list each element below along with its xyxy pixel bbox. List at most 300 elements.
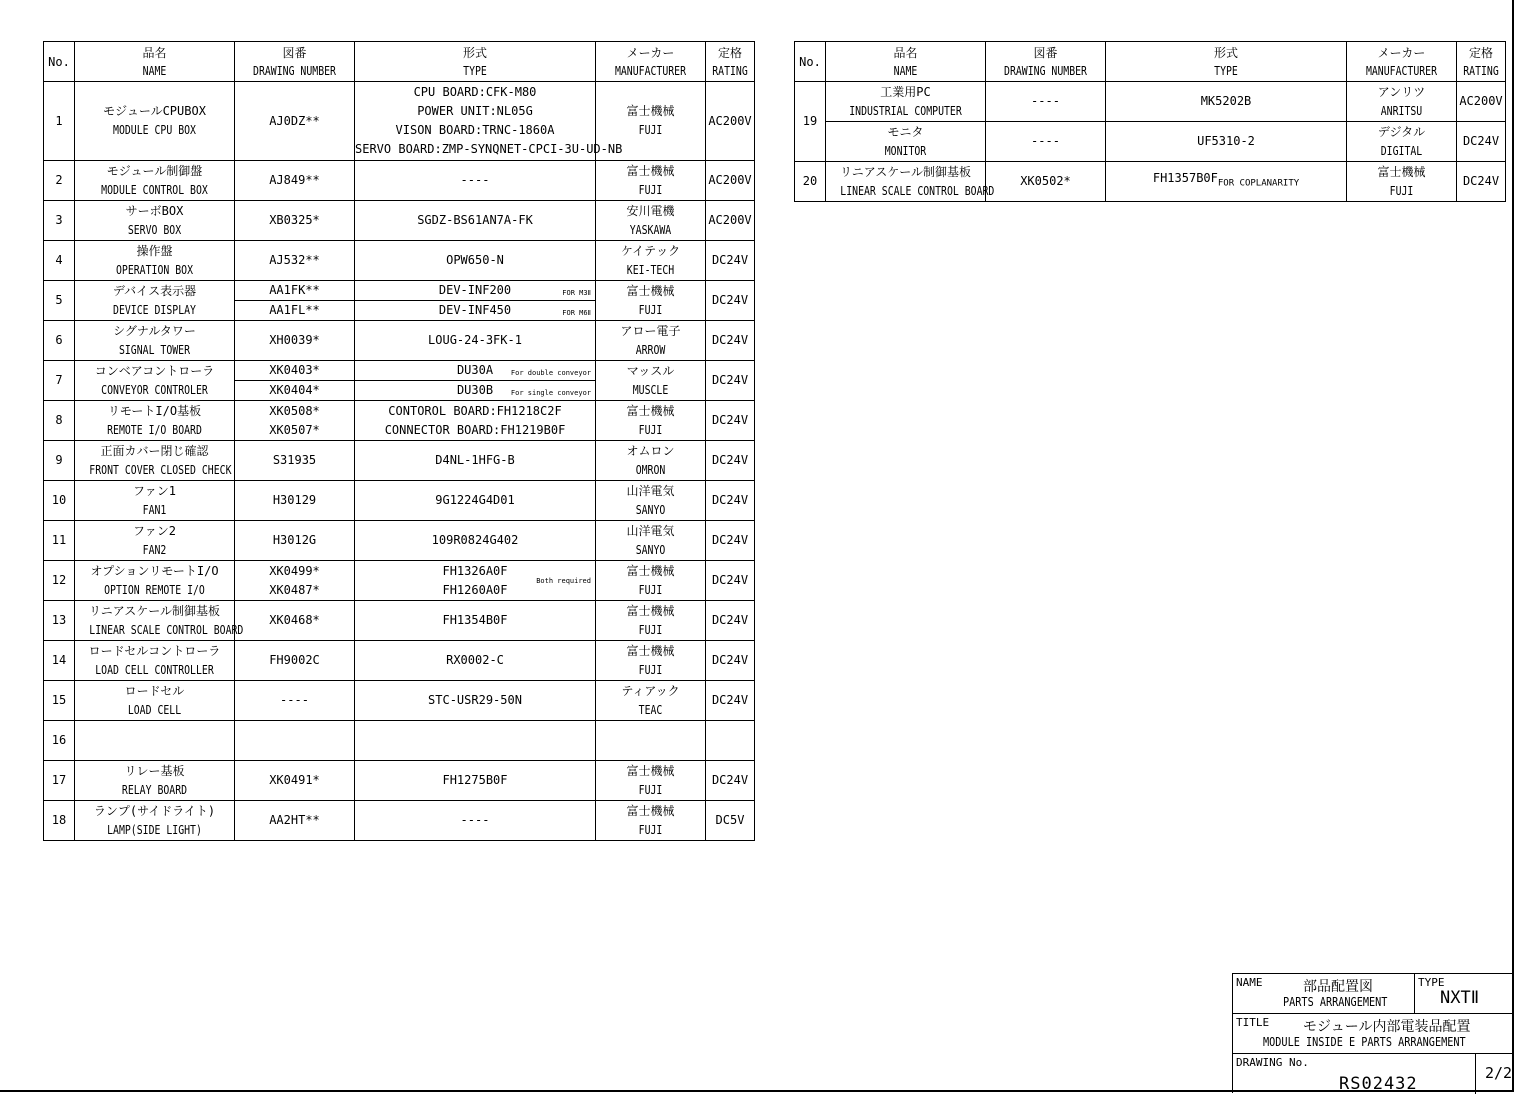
drawing-number-cell <box>235 561 355 601</box>
type-line <box>355 581 595 600</box>
item-name <box>826 162 995 202</box>
type-value: FH1260A0F <box>442 582 508 597</box>
item-name-ja: ロードセルコントローラ <box>88 643 221 658</box>
drawing-number-cell <box>235 521 355 561</box>
item-name <box>826 122 986 162</box>
item-name <box>75 201 235 241</box>
type-value: STC-USR29-50N <box>428 693 522 707</box>
type-cell <box>355 82 623 161</box>
manufacturer <box>596 681 706 721</box>
row-number: 17 <box>44 761 75 801</box>
name-label: NAME <box>1236 976 1263 989</box>
type-line <box>355 402 595 421</box>
manufacturer-ja: 富士機械 <box>626 104 675 118</box>
row-number: 13 <box>44 601 75 641</box>
type-value: D4NL-1HFG-B <box>435 453 515 467</box>
drawing-number: XK0499* <box>269 563 320 578</box>
rating: AC200V <box>706 161 755 201</box>
parts-table-right <box>794 41 1506 202</box>
type-value: VISON BOARD:TRNC-1860A <box>395 123 555 137</box>
drawing-title-en: MODULE INSIDE E PARTS ARRANGEMENT <box>1263 1035 1466 1049</box>
drawing-number-cell <box>235 361 355 401</box>
row-number: 4 <box>44 241 75 281</box>
item-name-ja: ファン1 <box>133 483 176 498</box>
item-name-en: SERVO BOX <box>127 222 182 237</box>
item-name-en: LOAD CELL <box>127 702 182 717</box>
drawing-number-cell <box>235 681 355 721</box>
manufacturer-en: OMRON <box>635 462 666 477</box>
manufacturer-en: FUJI <box>638 622 663 637</box>
drawing-name-en: PARTS ARRANGEMENT <box>1283 995 1388 1009</box>
manufacturer <box>596 241 706 281</box>
item-name <box>75 561 235 601</box>
table-row <box>44 82 755 161</box>
type-cell <box>355 761 596 801</box>
row-number: 12 <box>44 561 75 601</box>
divider <box>1475 1054 1476 1094</box>
type-value: LOUG-24-3FK-1 <box>428 333 522 347</box>
item-name-ja: モジュール制御盤 <box>106 163 203 178</box>
type-cell <box>355 441 596 481</box>
type-value: NXTⅡ <box>1440 988 1480 1008</box>
manufacturer-ja: オムロン <box>626 443 675 458</box>
title-block-name-row <box>1233 974 1514 1014</box>
drawing-number-cell <box>235 241 355 281</box>
type-cell <box>1106 82 1347 122</box>
manufacturer-ja: デジタル <box>1377 124 1426 139</box>
rating: DC24V <box>706 321 755 361</box>
rating: DC24V <box>706 281 755 321</box>
item-name <box>75 681 235 721</box>
type-value: ---- <box>460 813 490 827</box>
table-row <box>44 801 755 841</box>
item-name-en: LAMP(SIDE LIGHT) <box>107 822 202 837</box>
drawing-number-cell <box>235 721 355 761</box>
type-cell <box>1106 122 1347 162</box>
manufacturer <box>596 521 706 561</box>
header-drawing: 図番 DRAWING NUMBER <box>235 42 355 82</box>
header-type: 形式 TYPE <box>355 42 596 82</box>
item-name-en: FRONT COVER CLOSED CHECK <box>89 462 232 477</box>
table-row <box>44 641 755 681</box>
drawing-title-ja: モジュール内部電装品配置 <box>1303 1019 1471 1035</box>
drawing-number: XH0039* <box>269 333 320 347</box>
rating: AC200V <box>706 201 755 241</box>
manufacturer-en: MUSCLE <box>632 382 669 397</box>
item-name <box>75 281 235 321</box>
item-name-ja: ランプ(サイドライト) <box>93 803 216 818</box>
drawing-number-cell <box>986 122 1106 162</box>
type-note: For single conveyor <box>510 389 591 397</box>
drawing-number-cell <box>986 82 1106 122</box>
type-value: FH1354B0F <box>442 613 508 627</box>
item-name-ja: リニアスケール制御基板 <box>88 603 221 618</box>
item-name-en: SIGNAL TOWER <box>118 342 191 357</box>
manufacturer-en: FUJI <box>638 782 663 797</box>
type-value: CONNECTOR BOARD:FH1219B0F <box>384 422 566 437</box>
manufacturer-en: SANYO <box>635 502 666 517</box>
type-line <box>355 251 595 270</box>
header-no: No. <box>44 42 75 82</box>
manufacturer-en: KEI-TECH <box>626 262 675 277</box>
type-value: FH1326A0F <box>442 563 508 578</box>
drawing-number-cell <box>235 801 355 841</box>
manufacturer-ja: アンリツ <box>1377 84 1426 99</box>
drawing-number: XK0403* <box>235 361 354 381</box>
type-label: TYPE <box>1418 976 1445 989</box>
manufacturer-en: SANYO <box>635 542 666 557</box>
item-name-ja: 工業用PC <box>880 84 931 99</box>
manufacturer <box>1347 122 1457 162</box>
item-name-ja: リレー基板 <box>124 763 185 778</box>
type-value: ---- <box>460 173 490 187</box>
header-row <box>44 42 755 82</box>
type-cell <box>355 401 596 441</box>
type-line <box>355 140 623 159</box>
item-name <box>75 82 235 161</box>
manufacturer <box>596 601 706 641</box>
type-line <box>1106 132 1346 151</box>
type-value: CONTOROL BOARD:FH1218C2F <box>388 403 562 418</box>
type-value: FH1357B0F <box>1152 171 1218 186</box>
item-name-en: REMOTE I/O BOARD <box>107 422 202 437</box>
drawing-number: XK0487* <box>269 582 320 597</box>
drawing-number: AJ532** <box>269 253 320 267</box>
manufacturer <box>596 561 706 601</box>
drawing-number: ---- <box>280 693 309 707</box>
item-name <box>75 401 235 441</box>
drawing-number: H3012G <box>272 533 317 547</box>
drawing-number-cell <box>235 761 355 801</box>
manufacturer <box>596 321 706 361</box>
manufacturer-ja: 富士機械 <box>626 283 675 298</box>
manufacturer-ja: 富士機械 <box>626 603 675 618</box>
drawing-number: ---- <box>1031 94 1060 108</box>
drawing-name-ja: 部品配置図 <box>1303 979 1373 995</box>
manufacturer <box>596 761 706 801</box>
manufacturer <box>1347 162 1457 202</box>
manufacturer-ja: マッスル <box>626 363 675 378</box>
type-value: FH1275B0F <box>442 773 508 787</box>
sheet-number: 2/2 <box>1485 1064 1513 1082</box>
type-note: For double conveyor <box>510 369 591 377</box>
type-line <box>355 611 595 630</box>
item-name-ja: 操作盤 <box>136 243 173 258</box>
type-note: FOR COPLANARITY <box>1217 178 1300 189</box>
row-number: 5 <box>44 281 75 321</box>
title-label: TITLE <box>1236 1016 1270 1029</box>
type-line <box>355 171 595 190</box>
item-name-ja: モジュールCPUBOX <box>103 104 206 118</box>
item-name-ja: コンベアコントローラ <box>94 363 215 378</box>
drawing-number-cell <box>235 401 355 441</box>
item-name <box>75 601 244 641</box>
type-line <box>355 331 595 350</box>
item-name-en: MODULE CPU BOX <box>113 123 196 137</box>
manufacturer-en: FUJI <box>638 302 663 317</box>
drawing-number: AA1FL** <box>269 303 320 317</box>
drawing-number-cell <box>235 601 355 641</box>
item-name-en: LOAD CELL CONTROLLER <box>95 662 214 677</box>
rating: DC24V <box>706 681 755 721</box>
type-line <box>355 771 595 790</box>
drawing-number-cell <box>235 441 355 481</box>
drawing-number-cell <box>235 641 355 681</box>
rating: DC24V <box>706 761 755 801</box>
type-line <box>1106 92 1346 111</box>
type-cell <box>355 321 596 361</box>
type-line <box>355 361 595 381</box>
rating: DC24V <box>706 641 755 681</box>
type-line <box>355 102 595 121</box>
item-name-ja: モニタ <box>887 124 924 139</box>
rating: DC24V <box>706 361 755 401</box>
item-name <box>75 161 235 201</box>
header-row <box>795 42 1506 82</box>
type-line <box>355 301 595 320</box>
row-number: 9 <box>44 441 75 481</box>
type-cell <box>355 361 596 401</box>
rating <box>706 721 755 761</box>
drawing-number-cell <box>235 201 355 241</box>
type-cell <box>355 601 596 641</box>
table-row <box>795 122 1506 162</box>
manufacturer <box>596 361 706 401</box>
manufacturer-ja: 富士機械 <box>626 563 675 578</box>
manufacturer <box>596 161 706 201</box>
type-cell <box>355 281 596 321</box>
divider <box>1414 974 1415 1014</box>
header-name: 品名 NAME <box>75 42 235 82</box>
item-name-ja: シグナルタワー <box>113 323 196 338</box>
type-cell <box>355 641 596 681</box>
table-row <box>44 441 755 481</box>
rating: DC24V <box>706 481 755 521</box>
item-name-en: MONITOR <box>884 143 927 158</box>
manufacturer-en: FUJI <box>1389 183 1414 198</box>
header-manufacturer: メーカー MANUFACTURER <box>596 42 706 82</box>
type-line <box>355 691 595 710</box>
drawing-number: AA1FK** <box>235 281 354 301</box>
rating: DC24V <box>1457 122 1506 162</box>
type-cell <box>355 561 596 601</box>
drawing-number: AJ0DZ** <box>269 113 320 128</box>
type-line <box>1106 169 1346 193</box>
rating: DC24V <box>706 441 755 481</box>
table-row <box>44 201 755 241</box>
item-name-en: INDUSTRIAL COMPUTER <box>849 103 962 118</box>
manufacturer-ja: 安川電機 <box>626 203 675 218</box>
header-rating: 定格 RATING <box>706 42 755 82</box>
type-value: OPW650-N <box>446 253 504 267</box>
table-row <box>44 761 755 801</box>
header-no: No. <box>795 42 826 82</box>
manufacturer <box>596 201 706 241</box>
type-note: Both required <box>536 576 591 585</box>
table-row <box>44 601 755 641</box>
type-cell <box>1106 162 1347 202</box>
row-number: 15 <box>44 681 75 721</box>
drawing-number: XK0491* <box>269 773 320 787</box>
table-row <box>44 521 755 561</box>
manufacturer-en: FUJI <box>638 182 663 197</box>
row-number: 7 <box>44 361 75 401</box>
rating: DC24V <box>706 241 755 281</box>
manufacturer-en: DIGITAL <box>1380 143 1423 158</box>
header-type: 形式 TYPE <box>1106 42 1347 82</box>
type-cell <box>355 521 596 561</box>
type-value: POWER UNIT:NL05G <box>417 104 533 118</box>
type-value: SERVO BOARD:ZMP-SYNQNET-CPCI-3U-UD-NB <box>355 142 623 156</box>
item-name <box>75 721 235 761</box>
type-value: UF5310-2 <box>1197 134 1255 148</box>
type-value: RX0002-C <box>446 653 504 667</box>
row-number: 6 <box>44 321 75 361</box>
type-line <box>355 211 595 230</box>
drawing-number: FH9002C <box>269 653 320 667</box>
item-name-ja: リニアスケール制御基板 <box>839 164 972 179</box>
type-line <box>355 83 595 102</box>
item-name <box>75 361 235 401</box>
type-value: DEV-INF200 <box>438 283 512 297</box>
item-name-en: LINEAR SCALE CONTROL BOARD <box>89 622 244 637</box>
type-value: 109R0824G402 <box>431 533 519 547</box>
manufacturer-ja: 富士機械 <box>1377 164 1426 179</box>
drawing-number-cell <box>235 161 355 201</box>
type-line <box>355 562 595 585</box>
manufacturer <box>596 481 706 521</box>
title-block-drawing-row <box>1233 1054 1514 1094</box>
type-value: DU30A <box>456 363 494 377</box>
drawing-number: XK0508* <box>269 403 320 418</box>
manufacturer <box>596 401 706 441</box>
table-row <box>44 561 755 601</box>
manufacturer-en: ANRITSU <box>1380 103 1423 118</box>
type-cell <box>355 801 596 841</box>
manufacturer-ja: ケイテック <box>620 243 681 258</box>
type-note: FOR M6Ⅱ <box>562 309 591 317</box>
type-value: DU30B <box>456 383 494 397</box>
item-name <box>75 641 235 681</box>
item-name-en: LINEAR SCALE CONTROL BOARD <box>840 183 995 198</box>
item-name-en: FAN2 <box>142 542 167 557</box>
type-line <box>355 811 595 830</box>
table-row <box>795 82 1506 122</box>
rating: DC24V <box>706 601 755 641</box>
type-cell <box>355 201 596 241</box>
manufacturer-en: FUJI <box>638 662 663 677</box>
rating: AC200V <box>706 82 755 161</box>
manufacturer-en: FUJI <box>638 582 663 597</box>
table-row <box>44 161 755 201</box>
item-name <box>826 82 986 122</box>
row-number: 8 <box>44 401 75 441</box>
header-manufacturer: メーカー MANUFACTURER <box>1347 42 1457 82</box>
drawing-number-cell <box>235 281 355 321</box>
manufacturer <box>596 721 706 761</box>
table-row <box>44 321 755 361</box>
row-number: 11 <box>44 521 75 561</box>
drawing-number: S31935 <box>272 453 317 467</box>
row-number: 19 <box>795 82 826 162</box>
manufacturer-ja: 富士機械 <box>626 803 675 818</box>
drawing-number-cell <box>235 82 355 161</box>
drawing-number-cell <box>235 321 355 361</box>
item-name-en: DEVICE DISPLAY <box>113 302 196 317</box>
item-name-ja: デバイス表示器 <box>112 283 197 298</box>
item-name-ja: サーボBOX <box>125 203 184 218</box>
row-number: 3 <box>44 201 75 241</box>
manufacturer-ja: 富士機械 <box>626 643 675 658</box>
manufacturer-ja: 富士機械 <box>626 163 675 178</box>
rating: AC200V <box>1457 82 1506 122</box>
manufacturer-en: FUJI <box>638 123 663 137</box>
type-value: CPU BOARD:CFK-M80 <box>413 85 537 99</box>
row-number: 2 <box>44 161 75 201</box>
type-line <box>355 451 595 470</box>
table-row <box>44 401 755 441</box>
drawing-number: AA2HT** <box>269 813 320 827</box>
drawing-number: ---- <box>1031 134 1060 148</box>
item-name-ja: ロードセル <box>124 683 185 698</box>
drawing-number: XK0404* <box>269 383 320 397</box>
row-number: 18 <box>44 801 75 841</box>
type-cell <box>355 161 596 201</box>
table-row <box>44 241 755 281</box>
header-rating: 定格 RATING <box>1457 42 1506 82</box>
manufacturer-en: FUJI <box>638 422 663 437</box>
drawing-number: AJ849** <box>269 173 320 187</box>
rating: DC5V <box>706 801 755 841</box>
manufacturer <box>1347 82 1457 122</box>
type-line <box>355 121 595 140</box>
type-value: MK5202B <box>1200 94 1252 108</box>
manufacturer-ja: ティアック <box>621 683 680 698</box>
manufacturer-ja: 富士機械 <box>626 403 675 418</box>
header-drawing: 図番 DRAWING NUMBER <box>986 42 1106 82</box>
manufacturer <box>596 281 706 321</box>
type-line <box>355 421 595 440</box>
item-name <box>75 481 235 521</box>
drawing-number: XK0468* <box>269 613 320 627</box>
drawing-number-cell <box>235 481 355 521</box>
table-row <box>44 681 755 721</box>
manufacturer-en: FUJI <box>638 822 663 837</box>
type-line <box>355 281 595 301</box>
item-name-ja: リモートI/O基板 <box>107 403 202 418</box>
parts-table-left <box>43 41 755 841</box>
rating: DC24V <box>706 561 755 601</box>
drawing-number: RS02432 <box>1339 1074 1418 1094</box>
drawing-number: H30129 <box>272 493 317 507</box>
item-name <box>75 761 235 801</box>
row-number: 14 <box>44 641 75 681</box>
manufacturer-en: YASKAWA <box>629 222 672 237</box>
manufacturer-en: TEAC <box>638 702 663 717</box>
table-row <box>795 162 1506 202</box>
rating: DC24V <box>706 521 755 561</box>
item-name-en: MODULE CONTROL BOX <box>101 182 208 197</box>
type-value: SGDZ-BS61AN7A-FK <box>417 213 533 227</box>
title-block <box>1232 973 1514 1093</box>
title-block-title-row <box>1233 1014 1514 1054</box>
drawing-no-label: DRAWING No. <box>1236 1056 1309 1069</box>
item-name <box>75 321 235 361</box>
drawing-number: XB0325* <box>269 213 320 227</box>
type-line <box>355 381 595 400</box>
manufacturer-en: ARROW <box>635 342 666 357</box>
item-name <box>75 801 235 841</box>
